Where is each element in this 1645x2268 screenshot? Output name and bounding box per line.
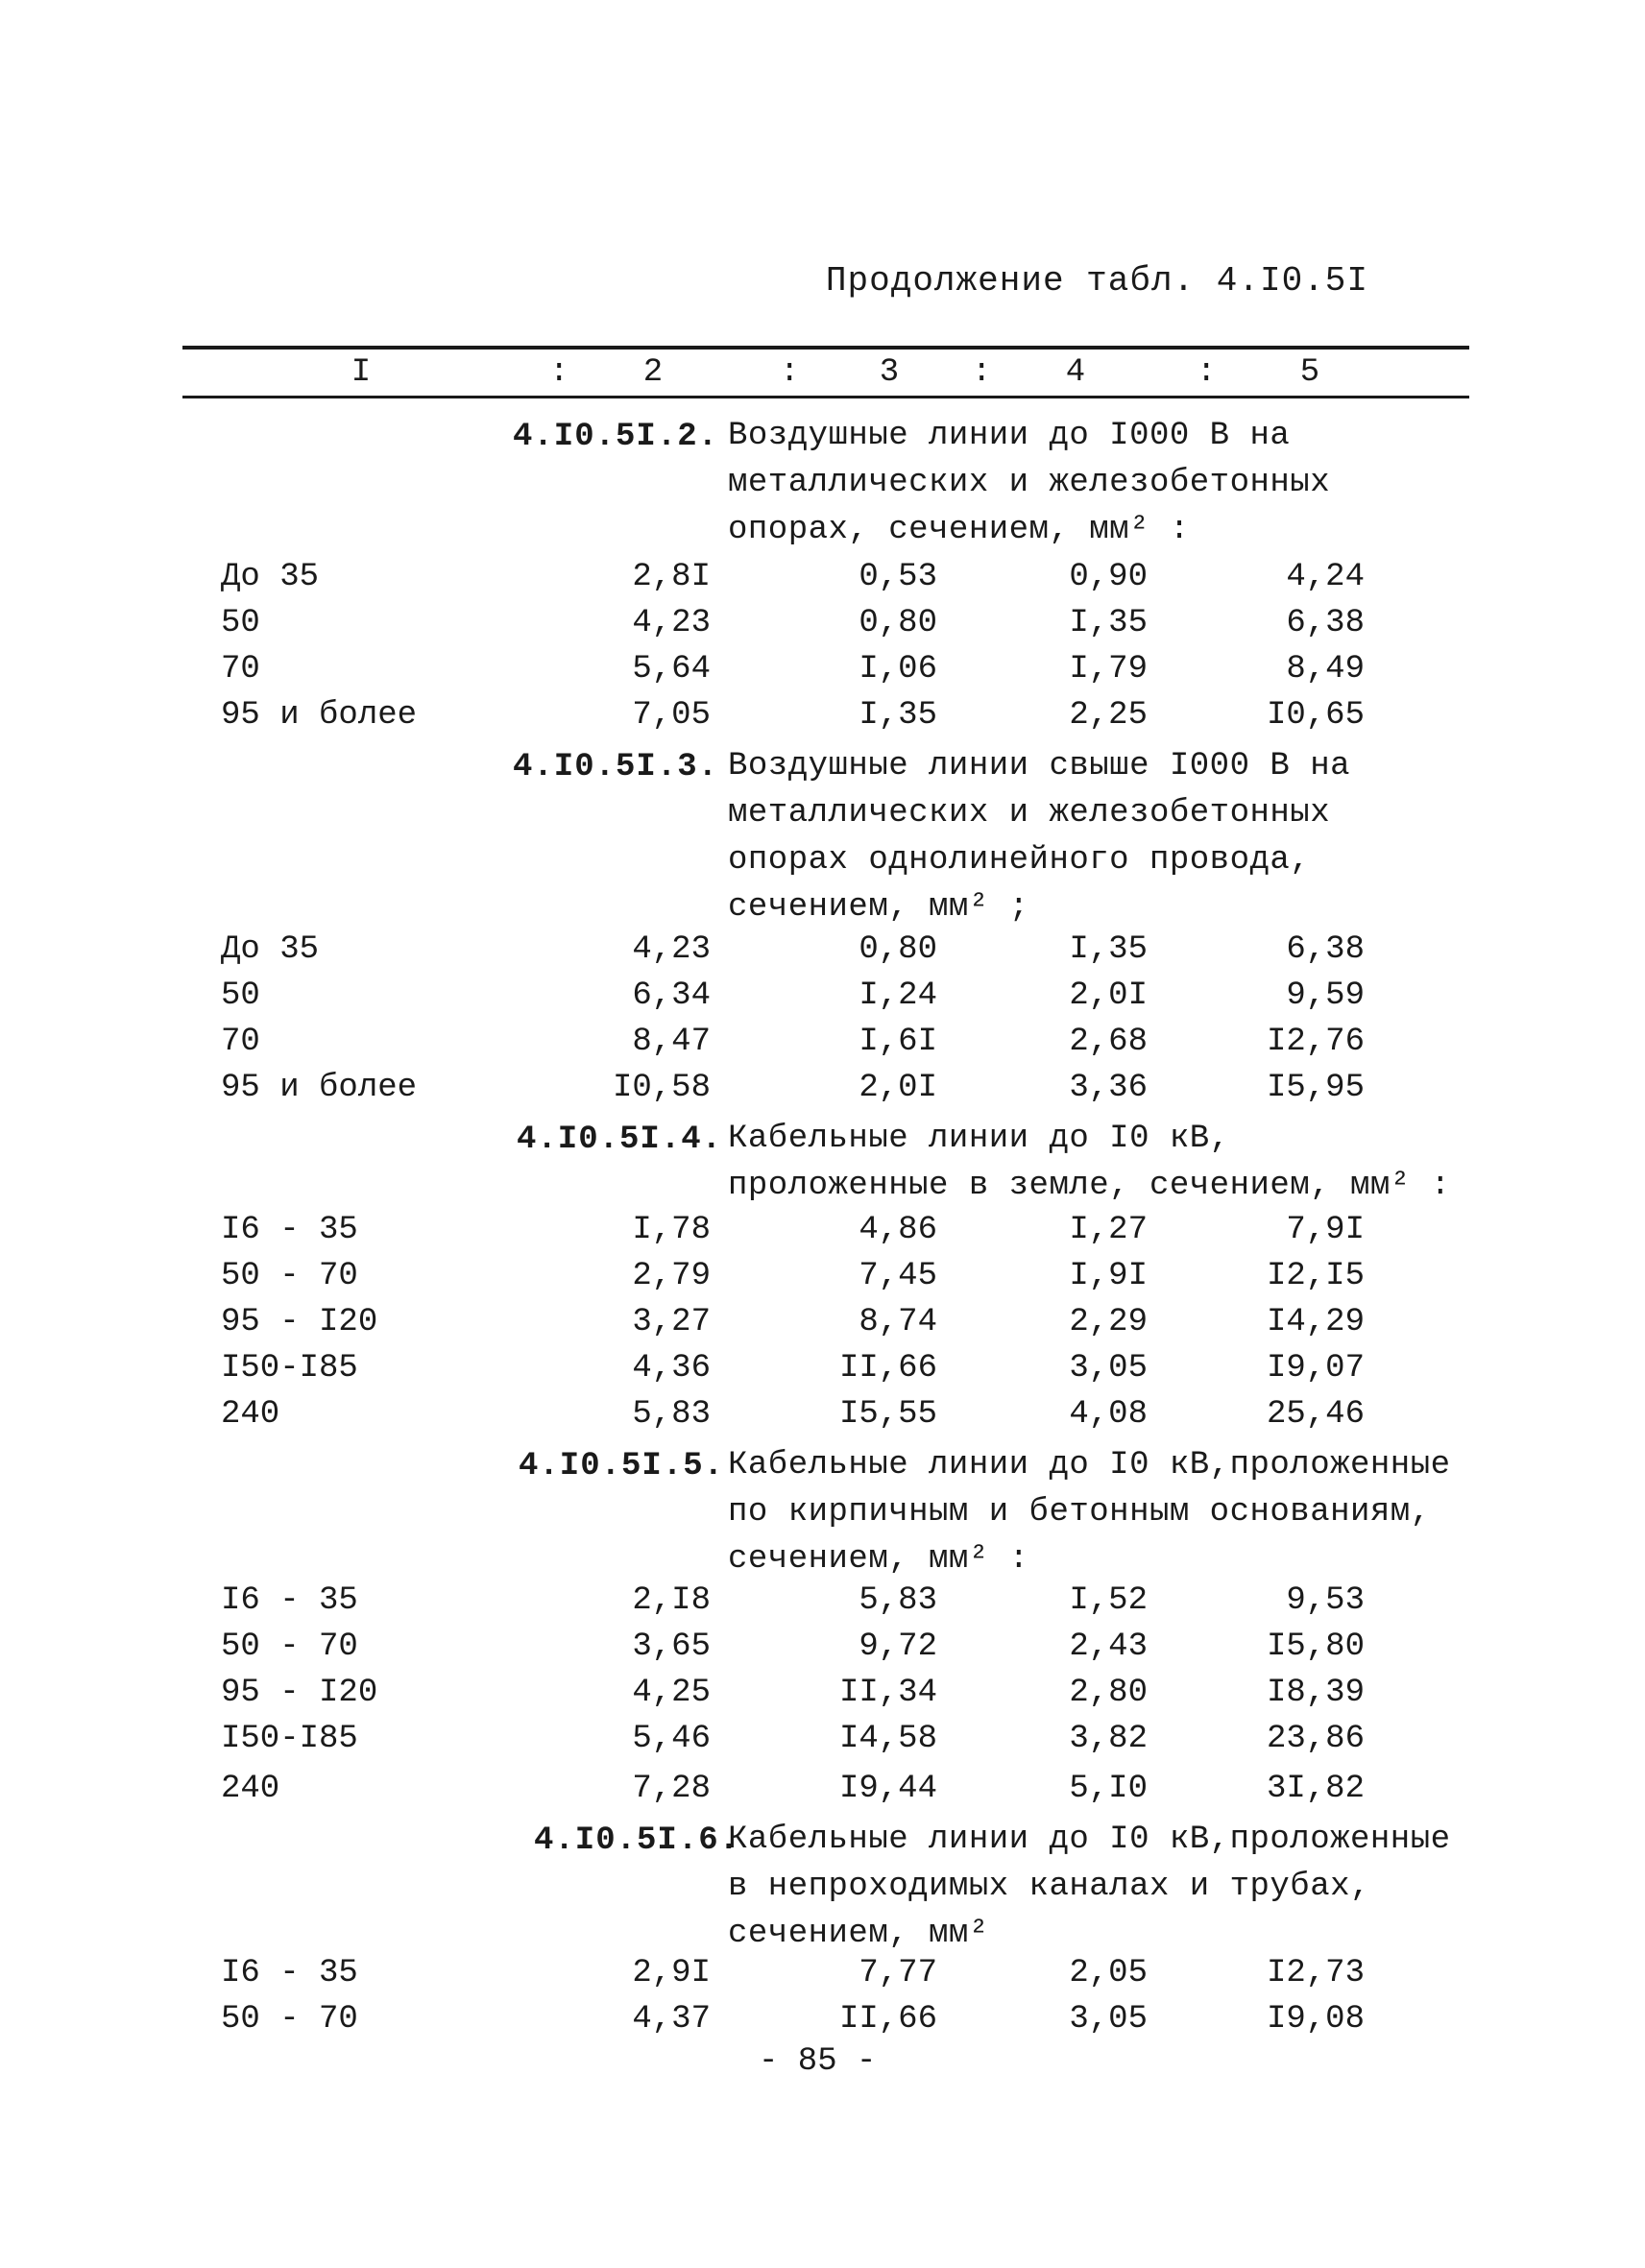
cell-col-3: 0,80 — [859, 605, 937, 641]
cell-col-5: I9,08 — [1266, 2001, 1365, 2038]
table-row — [0, 605, 1645, 651]
cell-col-3: I4,58 — [838, 1721, 937, 1757]
cell-section-size: 50 - 70 — [221, 2001, 358, 2038]
cell-col-2: 4,25 — [632, 1675, 711, 1711]
section-title-line: Кабельные линии до I0 кВ,проложенные — [728, 1447, 1451, 1484]
cell-col-5: 25,46 — [1266, 1396, 1365, 1433]
cell-section-size: 50 - 70 — [221, 1629, 358, 1665]
table-continuation-label: Продолжение табл. 4.I0.5I — [825, 261, 1368, 301]
cell-col-5: 3I,82 — [1266, 1771, 1365, 1807]
section-title-line: Кабельные линии до I0 кВ,проложенные — [728, 1822, 1451, 1858]
cell-section-size: 95 - I20 — [221, 1675, 378, 1711]
cell-section-size: I6 - 35 — [221, 1212, 358, 1248]
section-code: 4.I0.5I.5. — [519, 1448, 725, 1484]
cell-col-2: 3,27 — [632, 1304, 711, 1340]
cell-col-2: 7,05 — [632, 697, 711, 734]
cell-section-size: 95 и более — [221, 1070, 418, 1106]
column-header-1: I — [351, 354, 372, 391]
table-row — [0, 977, 1645, 1024]
column-separator: : — [972, 354, 992, 391]
cell-section-size: 240 — [221, 1771, 280, 1807]
column-header-5: 5 — [1299, 354, 1320, 391]
column-separator: : — [549, 354, 569, 391]
cell-col-4: 2,68 — [1069, 1024, 1148, 1060]
table-row — [0, 1955, 1645, 2001]
cell-section-size: I6 - 35 — [221, 1582, 358, 1619]
cell-section-size: 50 — [221, 605, 260, 641]
cell-col-3: 8,74 — [859, 1304, 937, 1340]
cell-col-5: I0,65 — [1266, 697, 1365, 734]
cell-col-4: 2,80 — [1069, 1675, 1148, 1711]
cell-section-size: 95 - I20 — [221, 1304, 378, 1340]
cell-col-3: 0,53 — [859, 559, 937, 595]
cell-col-2: 3,65 — [632, 1629, 711, 1665]
cell-col-2: I0,58 — [612, 1070, 711, 1106]
table-row — [0, 1396, 1645, 1442]
cell-col-4: 5,I0 — [1069, 1771, 1148, 1807]
cell-col-4: 0,90 — [1069, 559, 1148, 595]
cell-col-4: I,79 — [1069, 651, 1148, 688]
table-header-rule — [182, 396, 1469, 398]
cell-col-5: 8,49 — [1286, 651, 1365, 688]
page-number: - 85 - — [759, 2043, 877, 2080]
section-title-line: Кабельные линии до I0 кВ, — [728, 1121, 1230, 1157]
cell-col-5: I5,80 — [1266, 1629, 1365, 1665]
cell-col-5: 23,86 — [1266, 1721, 1365, 1757]
cell-col-4: 2,0I — [1069, 977, 1148, 1014]
section-title — [728, 743, 1350, 931]
cell-col-4: 3,36 — [1069, 1070, 1148, 1106]
cell-col-5: 7,9I — [1286, 1212, 1365, 1248]
cell-col-4: I,35 — [1069, 931, 1148, 968]
cell-col-4: I,9I — [1069, 1258, 1148, 1294]
cell-col-3: II,66 — [838, 1350, 937, 1387]
cell-col-3: II,66 — [838, 2001, 937, 2038]
cell-section-size: I50-I85 — [221, 1350, 358, 1387]
cell-col-4: 2,43 — [1069, 1629, 1148, 1665]
cell-col-5: 4,24 — [1286, 559, 1365, 595]
cell-col-5: 6,38 — [1286, 605, 1365, 641]
cell-col-2: 4,23 — [632, 931, 711, 968]
cell-col-5: I4,29 — [1266, 1304, 1365, 1340]
section-title-line: металлических и железобетонных — [728, 795, 1331, 832]
cell-col-5: I5,95 — [1266, 1070, 1365, 1106]
cell-col-2: 2,I8 — [632, 1582, 711, 1619]
cell-col-2: 2,79 — [632, 1258, 711, 1294]
section-title-line: проложенные в земле, сечением, мм² : — [728, 1168, 1451, 1204]
column-header-4: 4 — [1065, 354, 1086, 391]
cell-col-3: I9,44 — [838, 1771, 937, 1807]
section-title-line: Воздушные линии свыше I000 В на — [728, 748, 1351, 784]
cell-col-5: 9,53 — [1286, 1582, 1365, 1619]
cell-col-3: 7,45 — [859, 1258, 937, 1294]
table-row — [0, 931, 1645, 977]
cell-col-2: I,78 — [632, 1212, 711, 1248]
table-row — [0, 1304, 1645, 1350]
cell-section-size: 95 и более — [221, 697, 418, 734]
column-separator: : — [780, 354, 800, 391]
section-title — [728, 1442, 1451, 1583]
cell-col-3: 7,77 — [859, 1955, 937, 1991]
cell-col-2: 5,83 — [632, 1396, 711, 1433]
cell-col-4: I,27 — [1069, 1212, 1148, 1248]
cell-col-5: I9,07 — [1266, 1350, 1365, 1387]
section-title-line: сечением, мм² — [728, 1916, 989, 1952]
cell-col-4: 3,82 — [1069, 1721, 1148, 1757]
table-row — [0, 1212, 1645, 1258]
column-header-3: 3 — [879, 354, 900, 391]
table-row — [0, 1721, 1645, 1767]
section-code: 4.I0.5I.2. — [513, 419, 719, 455]
table-row — [0, 559, 1645, 605]
section-title-line: в непроходимых каналах и трубах, — [728, 1869, 1370, 1905]
cell-col-5: I8,39 — [1266, 1675, 1365, 1711]
section-code: 4.I0.5I.3. — [513, 749, 719, 785]
cell-col-2: 2,8I — [632, 559, 711, 595]
cell-col-3: I,06 — [859, 651, 937, 688]
section-title-line: металлических и железобетонных — [728, 465, 1331, 501]
table-row — [0, 697, 1645, 743]
cell-col-3: I5,55 — [838, 1396, 937, 1433]
table-row — [0, 1771, 1645, 1817]
cell-col-4: 2,25 — [1069, 697, 1148, 734]
cell-col-3: II,34 — [838, 1675, 937, 1711]
cell-col-3: I,24 — [859, 977, 937, 1014]
cell-col-4: 2,05 — [1069, 1955, 1148, 1991]
section-title-line: Воздушные линии до I000 В на — [728, 418, 1291, 454]
cell-col-3: 0,80 — [859, 931, 937, 968]
cell-col-5: I2,73 — [1266, 1955, 1365, 1991]
cell-col-5: I2,76 — [1266, 1024, 1365, 1060]
cell-col-3: 4,86 — [859, 1212, 937, 1248]
cell-col-5: 9,59 — [1286, 977, 1365, 1014]
cell-col-4: I,35 — [1069, 605, 1148, 641]
cell-col-2: 4,37 — [632, 2001, 711, 2038]
section-code: 4.I0.5I.6. — [534, 1822, 740, 1859]
cell-section-size: 240 — [221, 1396, 280, 1433]
table-row — [0, 1582, 1645, 1629]
cell-col-2: 2,9I — [632, 1955, 711, 1991]
section-title-line: сечением, мм² : — [728, 1541, 1029, 1578]
cell-section-size: I50-I85 — [221, 1721, 358, 1757]
table-row — [0, 1629, 1645, 1675]
section-title-line: опорах, сечением, мм² : — [728, 512, 1190, 548]
cell-col-3: I,6I — [859, 1024, 937, 1060]
section-title — [728, 1817, 1451, 1958]
table-row — [0, 1350, 1645, 1396]
cell-col-2: 5,46 — [632, 1721, 711, 1757]
cell-section-size: До 35 — [221, 559, 320, 595]
cell-col-4: 3,05 — [1069, 1350, 1148, 1387]
cell-section-size: 50 — [221, 977, 260, 1014]
cell-col-4: 3,05 — [1069, 2001, 1148, 2038]
cell-col-5: I2,I5 — [1266, 1258, 1365, 1294]
cell-section-size: I6 - 35 — [221, 1955, 358, 1991]
cell-col-4: 2,29 — [1069, 1304, 1148, 1340]
cell-section-size: 70 — [221, 1024, 260, 1060]
cell-col-4: 4,08 — [1069, 1396, 1148, 1433]
section-title — [728, 413, 1330, 554]
cell-col-3: 9,72 — [859, 1629, 937, 1665]
cell-col-2: 4,23 — [632, 605, 711, 641]
section-title — [728, 1116, 1451, 1210]
section-title-line: сечением, мм² ; — [728, 889, 1029, 926]
cell-col-3: 2,0I — [859, 1070, 937, 1106]
cell-col-5: 6,38 — [1286, 931, 1365, 968]
cell-col-2: 8,47 — [632, 1024, 711, 1060]
table-row — [0, 1070, 1645, 1116]
cell-col-2: 4,36 — [632, 1350, 711, 1387]
table-row — [0, 2001, 1645, 2047]
section-code: 4.I0.5I.4. — [517, 1122, 723, 1158]
cell-section-size: 70 — [221, 651, 260, 688]
table-row — [0, 1258, 1645, 1304]
table-row — [0, 1675, 1645, 1721]
table-row — [0, 1024, 1645, 1070]
table-row — [0, 651, 1645, 697]
column-separator: : — [1197, 354, 1217, 391]
cell-col-2: 7,28 — [632, 1771, 711, 1807]
section-title-line: по кирпичным и бетонным основаниям, — [728, 1494, 1431, 1531]
column-header-2: 2 — [642, 354, 664, 391]
cell-section-size: 50 - 70 — [221, 1258, 358, 1294]
cell-col-3: 5,83 — [859, 1582, 937, 1619]
cell-section-size: До 35 — [221, 931, 320, 968]
cell-col-2: 6,34 — [632, 977, 711, 1014]
cell-col-2: 5,64 — [632, 651, 711, 688]
cell-col-4: I,52 — [1069, 1582, 1148, 1619]
cell-col-3: I,35 — [859, 697, 937, 734]
section-title-line: опорах однолинейного провода, — [728, 842, 1311, 879]
